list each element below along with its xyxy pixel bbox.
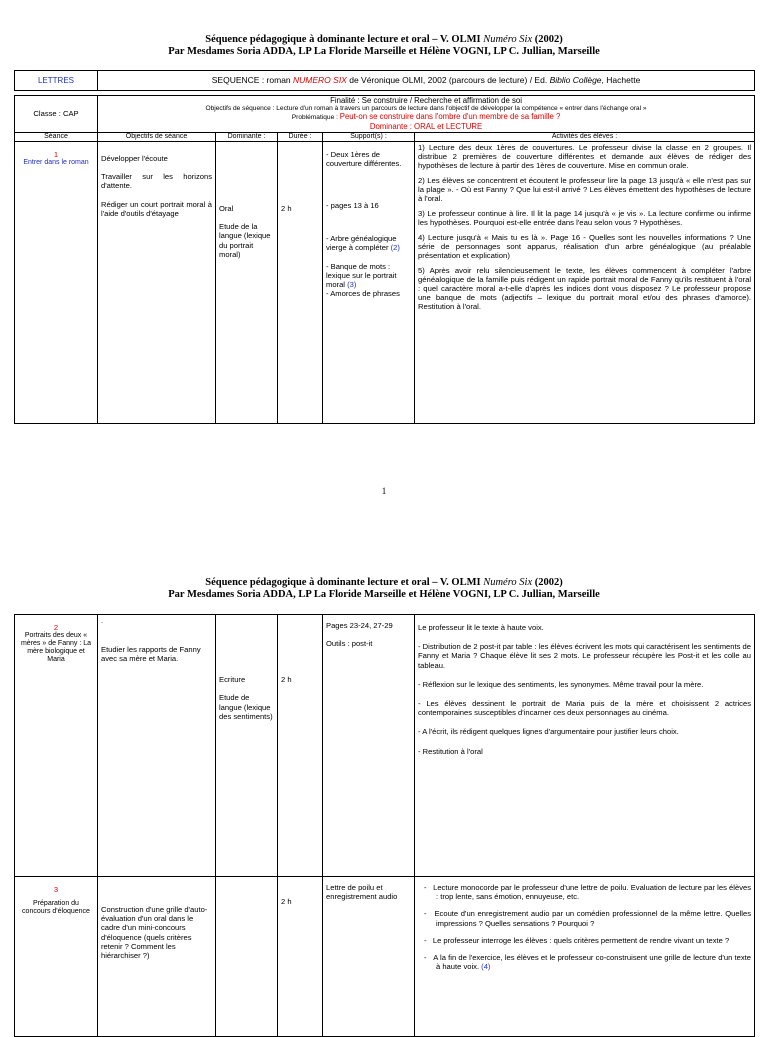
header-title: Séquence pédagogique à dominante lecture et oral – V. OLMI <box>205 577 484 588</box>
support-text: - Banque de mots : lexique sur le portrait moral <box>326 261 397 290</box>
support-text: - Arbre généalogique vierge à compléter <box>326 234 397 253</box>
sequence-table-page2 <box>14 614 755 1037</box>
activite-item: - Distribution de 2 post-it par table : les élèves écrivent les mots qui caractérisent les sentiments de Fanny et Maria ? Chaque élève lit ses 2 mots. Le professeur récupère les Post-it et les colle au tableau. <box>418 642 751 670</box>
seance1-objectifs <box>98 141 216 423</box>
support-text: - pages 13 à 16 <box>326 200 379 210</box>
seance1-duree <box>278 141 323 423</box>
col-duree: Durée : <box>278 132 323 141</box>
objectif-item: Etudier les rapports de Fanny avec sa mère et Maria. <box>101 645 201 664</box>
problematique-text: Peut-on se construire dans l'ombre d'un membre de sa famille ? <box>339 112 561 122</box>
header-authors: Par Mesdames Soria ADDA, LP La Floride Marseille et Hélène VOGNI, LP C. Jullian, Marseille <box>168 46 600 57</box>
problematique-label: Problématique : <box>291 114 340 122</box>
seance1-supports <box>323 141 415 423</box>
support-item: Pages 23-24, 27-29 <box>326 621 393 630</box>
support-ref: (2) <box>390 243 400 253</box>
col-supports: Support(s) : <box>323 132 415 141</box>
publisher: Biblio Collège <box>549 74 602 85</box>
seance3-title: Préparation du concours d'éloquence <box>22 900 90 916</box>
sequence-prefix: SEQUENCE : roman <box>211 74 294 85</box>
seance3-objectifs <box>98 877 216 1037</box>
activite-item: - Réflexion sur le lexique des sentiments, les synonymes. Même travail pour la mère. <box>418 679 704 689</box>
col-dominante: Dominante : <box>216 132 278 141</box>
objectif-item: Développer l'écoute <box>101 153 168 163</box>
seance3-number: 3 <box>53 885 59 894</box>
activite-item: 1) Lecture des deux 1ères de couvertures. Le professeur divise la classe en 2 groupes. Il distribue 2 premières de couverture différentes et demande aux élèves de rédiger des hypothèses de lecture à partir des 1ères de couverture. Mise en commun orale. <box>418 142 752 170</box>
dominante-item: Oral <box>219 203 234 213</box>
activite-item: 5) Après avoir relu silencieusement le texte, les élèves commencent à compléter l'arbre généalogique de la famille puis rédigent un rapide portrait moral de Fanny qu'ils restituent à l'oral : quel caractère moral a-t-elle d'après les indices dont vous disposez ? Le professeur propose une banque de mots (adjectifs – lexique du portrait moral et/ou des phrases d'amorce). Restitution à l'oral. <box>418 265 752 311</box>
header-title-italic: Numéro Six <box>483 34 533 45</box>
header-title: Séquence pédagogique à dominante lecture et oral – V. OLMI <box>205 34 484 45</box>
classe-cell: Classe : CAP <box>15 96 98 133</box>
col-seance: Séance <box>15 132 98 141</box>
dominante-item: Etude de la langue (lexique du portrait moral) <box>219 222 271 259</box>
support-item <box>326 262 411 290</box>
seance2-activites <box>415 615 755 877</box>
seance2-title: Portraits des deux « mères » de Fanny : La mère biologique et Maria <box>20 632 92 664</box>
objectif-item: Construction d'une grille d'auto-évaluation d'un oral dans le cadre d'un mini-concours d'éloquence (quels critères retenir ? Comment les hiérarchiser ?) <box>101 905 208 961</box>
seance2-cell <box>15 615 98 877</box>
finalite: Finalité : Se construire / Recherche et affirmation de soi <box>330 96 522 105</box>
sequence-mid: de Véronique OLMI, 2002 (parcours de lecture) / Ed. <box>346 74 550 85</box>
activite-item: - Les élèves dessinent le portrait de Maria puis de la mère et choisissent 2 actrices contemporaines susceptibles d'incarner ces deux personnages au cinéma. <box>418 699 751 718</box>
objectif-item: Rédiger un court portrait moral à l'aide d'outils d'étayage <box>101 199 212 219</box>
table-row <box>15 615 755 877</box>
support-item <box>326 150 411 168</box>
support-item <box>326 289 411 298</box>
seance1-number: 1 <box>53 149 59 159</box>
seance2-duree <box>278 615 323 877</box>
header-authors: Par Mesdames Soria ADDA, LP La Floride Marseille et Hélène VOGNI, LP C. Jullian, Marseille <box>168 589 600 600</box>
seance3-cell <box>15 877 98 1037</box>
support-item: Lettre de poilu et enregistrement audio <box>326 883 398 902</box>
activite-text: Le professeur interroge les élèves : quels critères permettent de rendre vivant un texte ? <box>432 935 730 945</box>
support-ref: (3) <box>347 280 357 290</box>
seance2-objectifs <box>98 615 216 877</box>
page-number: 1 <box>381 486 387 496</box>
sequence-suffix: , Hachette <box>601 74 641 85</box>
objectives-cell <box>98 96 755 133</box>
seance3-supports <box>323 877 415 1037</box>
objectif-item: Travailler sur les horizons d'attente. <box>101 172 212 191</box>
table-row <box>15 877 755 1037</box>
duree-value: 2 h <box>281 897 292 906</box>
dominante-sequence: Dominante : ORAL et LECTURE <box>369 121 483 131</box>
activite-text: Ecoute d'un enregistrement audio par un comédien professionnel de la même lettre. Quelles impressions ? Quelles sensations ? Pourquoi ? <box>434 909 751 928</box>
activite-item: 3) Le professeur continue à lire. Il lit la page 14 jusqu'à « je vis ». La lecture confirme ou infirme les hypothèses. Pourquoi est-elle entrée dans l'eau selon vous ? Hypothèses. <box>418 208 752 227</box>
support-text: - Amorces de phrases <box>326 289 400 299</box>
seance3-duree <box>278 877 323 1037</box>
col-objectifs: Objectifs de séance <box>98 132 216 141</box>
seance1-activites <box>415 141 755 423</box>
activite-item: - Restitution à l'oral <box>418 746 483 756</box>
seance3-dominante <box>216 877 278 1037</box>
page-header-1 <box>0 34 768 58</box>
seance2-dominante <box>216 615 278 877</box>
objectif-bullet: . <box>101 616 104 625</box>
activite-ref: (4) <box>481 962 491 972</box>
activite-item: Le professeur lit le texte à haute voix. <box>418 623 544 632</box>
support-item <box>326 234 411 252</box>
support-item <box>326 201 411 210</box>
activite-item: - A l'écrit, ils rédigent quelques lignes d'argumentaire pour justifier leurs choix. <box>418 727 679 737</box>
support-item: Outils : post-it <box>326 639 373 649</box>
seance2-number: 2 <box>53 623 59 632</box>
duree-value: 2 h <box>281 203 292 213</box>
activite-item: - A la fin de l'exercice, les élèves et le professeur co-construisent une grille de lecture d'un texte à haute voix. (4) <box>424 953 751 972</box>
col-activites: Activités des élèves : <box>415 132 755 141</box>
seance1-dominante <box>216 141 278 423</box>
sequence-cell <box>98 71 755 91</box>
seance1-cell <box>15 141 98 423</box>
header-title-year: (2002) <box>532 34 563 45</box>
dominante-item: Etude de langue (lexique des sentiments) <box>219 693 273 721</box>
seance2-supports <box>323 615 415 877</box>
seance3-activites <box>415 877 755 1037</box>
activite-item: - Le professeur interroge les élèves : quels critères permettent de rendre vivant un texte ? <box>424 935 730 945</box>
sequence-table-page1 <box>14 70 755 424</box>
table-row <box>15 141 755 423</box>
activite-text: A la fin de l'exercice, les élèves et le professeur co-construisent une grille de lecture d'un texte à haute voix. <box>433 953 751 972</box>
activite-text: Lecture monocorde par le professeur d'une lettre de poilu. Evaluation de lecture par les élèves : trop lente, sans émotion, ennuyeuse, etc. <box>433 883 752 902</box>
duree-value: 2 h <box>281 675 292 684</box>
seance1-title: Entrer dans le roman <box>23 159 89 167</box>
activite-item: - Ecoute d'un enregistrement audio par un comédien professionnel de la même lettre. Quelles impressions ? Quelles sensations ? Pourquoi ? <box>424 909 751 928</box>
sequence-title: NUMERO SIX <box>293 74 347 85</box>
support-text: - Deux 1ères de couverture différentes. <box>326 149 402 169</box>
activite-item: 4) Lecture jusqu'à « Mais tu es là ». Page 16 - Quelles sont les nouvelles informations ? Une série de personnages sont apparus, réalisation d'un arbre généalogique (au préalable présentation et explication) <box>418 232 752 260</box>
header-title-year: (2002) <box>532 577 563 588</box>
header-title-italic: Numéro Six <box>483 577 533 588</box>
objectif-sequence: Objectifs de séquence : Lecture d'un roman à travers un parcours de lecture dans l'objectif de développer la compétence « entrer dans l'échange oral » <box>205 105 647 113</box>
activite-item: - Lecture monocorde par le professeur d'une lettre de poilu. Evaluation de lecture par les élèves : trop lente, sans émotion, ennuyeuse, etc. <box>424 883 752 902</box>
discipline-cell: LETTRES <box>15 71 98 91</box>
dominante-item: Ecriture <box>219 675 246 684</box>
activite-item: 2) Les élèves se concentrent et écoutent le professeur lire la page 13 jusqu'à « elle n'est pas sur la plage ». - Où est Fanny ? Que lui est-il arrivé ? Les élèves émettent des hypothèses de lecture à l'oral. <box>418 175 752 203</box>
page-header-2 <box>0 577 768 601</box>
